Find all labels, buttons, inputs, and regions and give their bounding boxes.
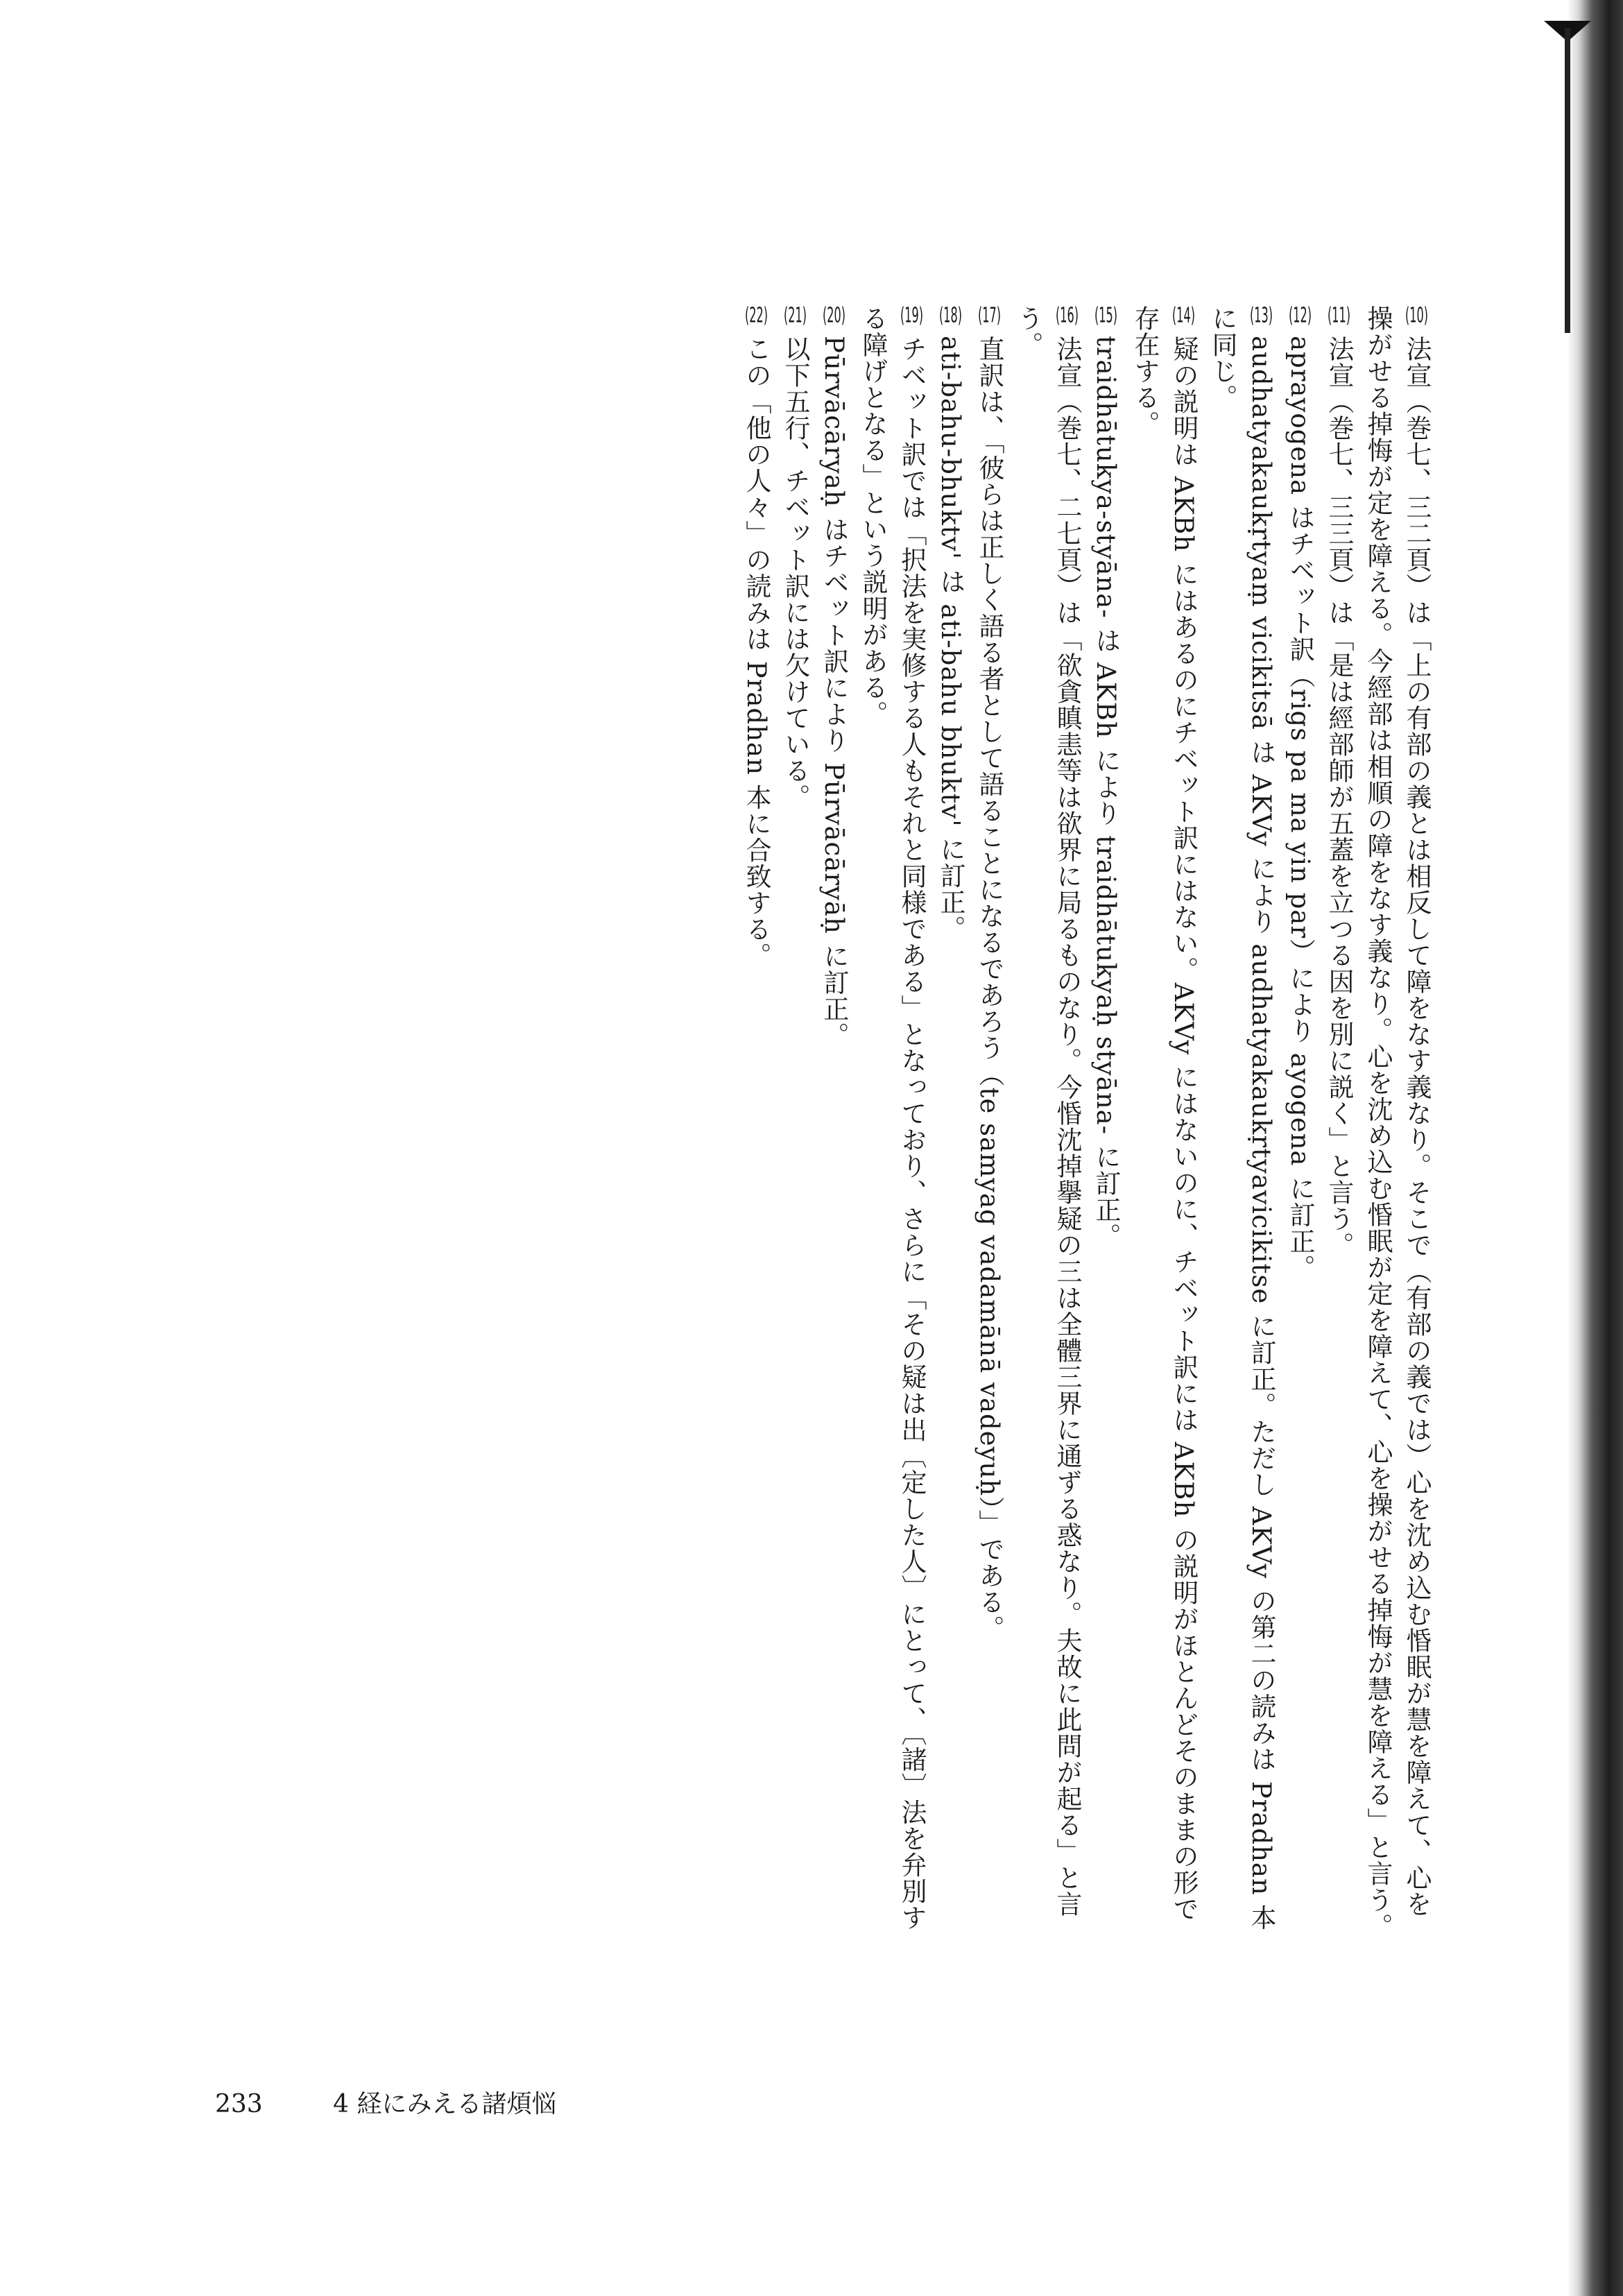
page-number: 233 [215, 2090, 263, 2118]
note-13: (13)audhatyakaukṛtyaṃ vicikitsā は AKVy により audhatyakaukṛtyavicikitse に訂正。ただし AKVy の第二の読みは Pradhan 本に同じ。 [1208, 305, 1276, 1931]
note-17: (17)直訳は、「彼らは正しく語る者として語ることになるであろう（te samyag vadamānā vadeyuḥ）」である。 [974, 305, 1004, 1642]
note-10: (10)法宣（巻七、三二頁）は「上の有部の義とは相反して障をなす義なり。そこで（有部の義では）心を沈め込む惛眠が慧を障えて、心を操がせる掉悔が定を障える。今經部は相順の障をなす義なり。心を沈め込む惛眠が定を障えて、心を操がせる掉悔が慧を障える」と言う。 [1363, 305, 1432, 1939]
running-title: 4 経にみえる諸煩悩 [333, 2090, 557, 2118]
note-12: (12)aprayogena はチベット訳（rigs pa ma yin par）により ayogena に訂正。 [1285, 305, 1315, 1281]
note-15: (15)traidhātukya-styāna- は AKBh により traidhātukyaḥ styāna- に訂正。 [1091, 305, 1121, 1249]
note-18: (18)ati-bahu-bhuktv' は ati-bahu bhuktv' に訂正。 [936, 305, 965, 942]
note-11: (11)法宣（巻七、三三頁）は「是は經部師が五蓋を立つる因を別に説く」と言う。 [1324, 305, 1354, 1258]
page-footer [215, 2084, 557, 2120]
note-16: (16)法宣（巻七、二七頁）は「欲貪瞋恚等は欲界に局るものなり。今惛沈掉擧疑の三は全體三界に通ずる惑なり。夫故に此問が起る」と言う。 [1013, 305, 1082, 1917]
note-20: (20)Pūrvācāryaḥ はチベット訳により Pūrvācāryāḥ に訂正。 [819, 305, 849, 1049]
binding-edge [1568, 0, 1623, 2296]
note-14: (14)疑の説明は AKBh にはあるのにチベット訳にはない。AKVy にはないのに、チベット訳には AKBh の説明がほとんどそのままの形で存在する。 [1130, 305, 1199, 1923]
note-19: (19)チベット訳では「択法を実修する人もそれと同様である」となっており、さらに「その疑は出〔定した人〕にとって、〔諸〕法を弁別する障げとなる」という説明がある。 [858, 305, 927, 1931]
binding-line [1565, 28, 1570, 333]
note-22: (22)この「他の人々」の読みは Pradhan 本に合致する。 [741, 305, 771, 969]
note-21: (21)以下五行、チベット訳には欠けている。 [780, 305, 810, 810]
endnotes-block [243, 305, 1436, 1942]
